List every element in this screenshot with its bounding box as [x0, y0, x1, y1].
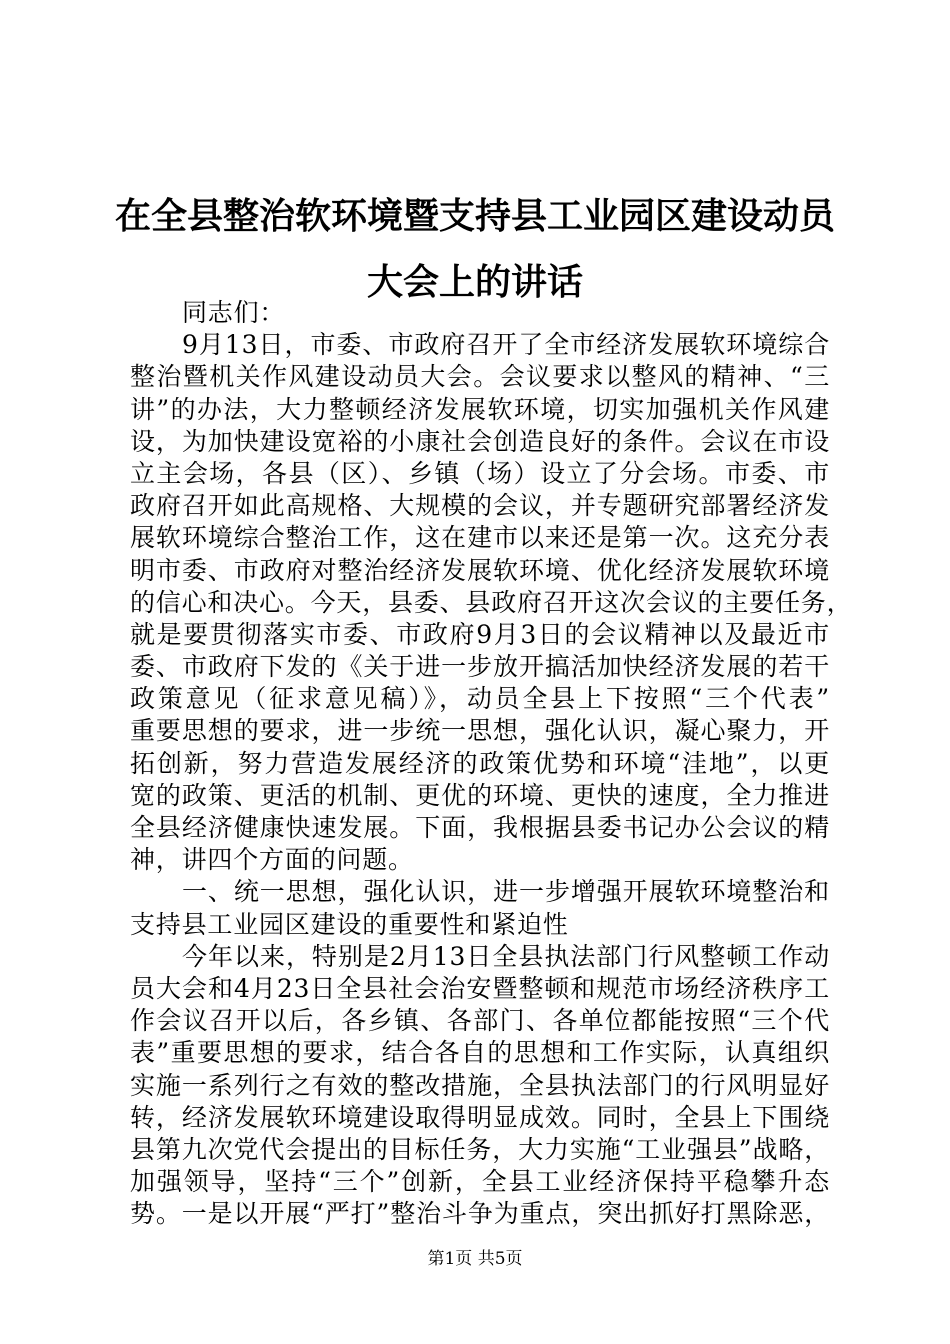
body-line: 委、市政府下发的《关于进一步放开搞活加快经济发展的若干 — [130, 652, 830, 682]
body-line: 作会议召开以后，各乡镇、各部门、各单位都能按照“三个代 — [130, 1006, 830, 1036]
title-line-2: 大会上的讲话 — [366, 261, 583, 303]
document-body — [130, 297, 853, 1230]
body-line: 表”重要思想的要求，结合各自的思想和工作实际，认真组织 — [130, 1038, 830, 1068]
body-line: 神，讲四个方面的问题。 — [130, 845, 414, 875]
body-line: 支持县工业园区建设的重要性和紧迫性 — [130, 909, 569, 939]
body-line: 整治暨机关作风建设动员大会。会议要求以整风的精神、“三 — [130, 362, 830, 392]
body-line: 加强领导，坚持“三个”创新，全县工业经济保持平稳攀升态 — [130, 1167, 830, 1197]
body-line: 拓创新，努力营造发展经济的政策优势和环境“洼地”，以更 — [130, 748, 830, 778]
body-line: 政策意见（征求意见稿）》，动员全县上下按照“三个代表” — [130, 684, 830, 714]
page-footer: 第1页 共5页 — [427, 1249, 523, 1269]
body-line: 县第九次党代会提出的目标任务，大力实施“工业强县”战略， — [130, 1134, 830, 1164]
body-line: 今年以来，特别是2月13日全县执法部门行风整顿工作动 — [182, 941, 830, 971]
body-line: 就是要贯彻落实市委、市政府9月3日的会议精神以及最近市 — [130, 619, 830, 649]
body-line: 一、统一思想，强化认识，进一步增强开展软环境整治和 — [182, 877, 830, 907]
body-line: 宽的政策、更活的机制、更优的环境、更快的速度，全力推进 — [130, 780, 830, 810]
body-line: 转，经济发展软环境建设取得明显成效。同时，全县上下围绕 — [130, 1102, 830, 1132]
body-line: 势。一是以开展“严打”整治斗争为重点，突出抓好打黑除恶， — [130, 1199, 830, 1229]
body-line: 政府召开如此高规格、大规模的会议，并专题研究部署经济发 — [130, 491, 830, 521]
body-line: 全县经济健康快速发展。下面，我根据县委书记办公会议的精 — [130, 813, 830, 842]
body-line: 9月13日，市委、市政府召开了全市经济发展软环境综合 — [182, 330, 830, 360]
body-line: 设，为加快建设宽裕的小康社会创造良好的条件。会议在市设 — [130, 426, 830, 456]
body-line: 展软环境综合整治工作，这在建市以来还是第一次。这充分表 — [130, 523, 830, 553]
body-line: 重要思想的要求，进一步统一思想，强化认识，凝心聚力，开 — [130, 716, 830, 746]
body-line: 同志们： — [182, 298, 286, 327]
body-line: 讲”的办法，大力整顿经济发展软环境，切实加强机关作风建 — [130, 394, 830, 424]
body-line: 立主会场，各县（区）、乡镇（场）设立了分会场。市委、市 — [130, 458, 830, 488]
body-line: 明市委、市政府对整治经济发展软环境、优化经济发展软环境 — [130, 555, 830, 585]
body-line: 的信心和决心。今天，县委、县政府召开这次会议的主要任务， — [130, 587, 853, 617]
body-line: 实施一系列行之有效的整改措施，全县执法部门的行风明显好 — [130, 1070, 830, 1100]
document-title — [0, 183, 950, 315]
title-line-1: 在全县整治软环境暨支持县工业园区建设动员 — [114, 195, 835, 237]
body-line: 员大会和4月23日全县社会治安暨整顿和规范市场经济秩序工 — [130, 973, 830, 1003]
